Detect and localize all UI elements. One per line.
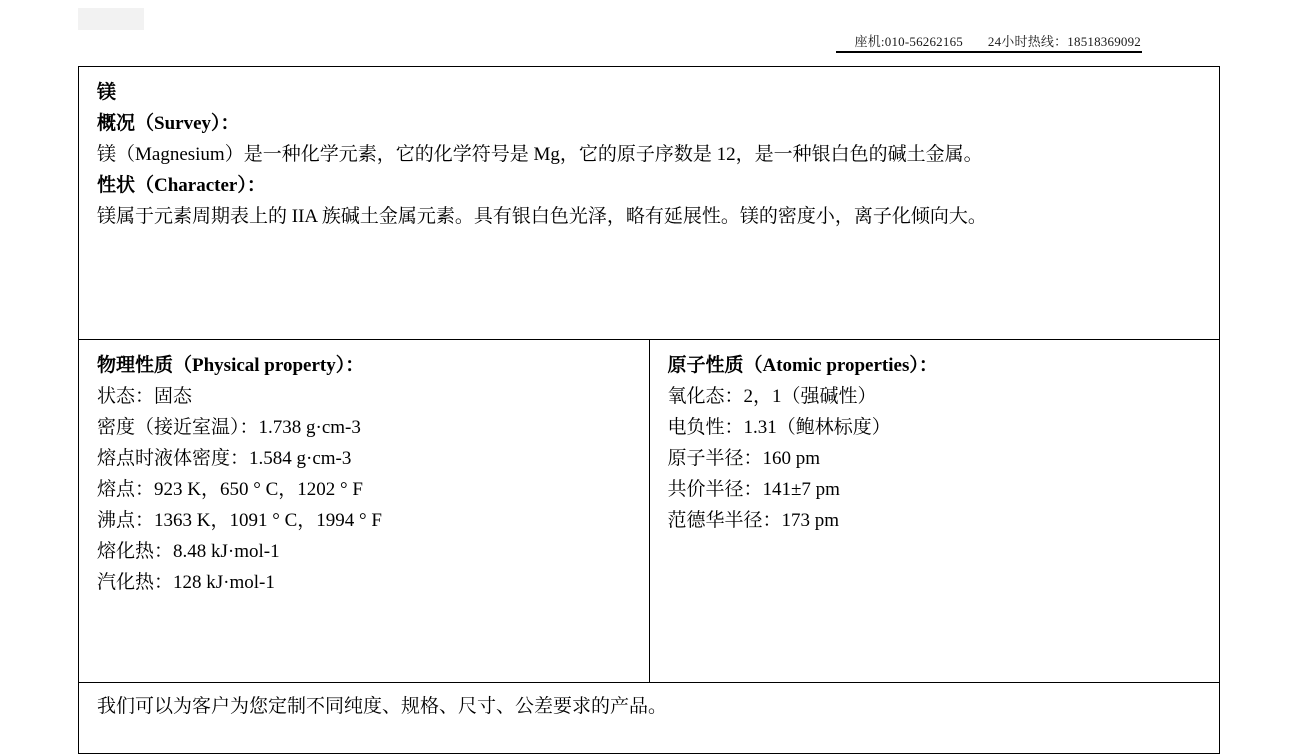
atomic-row-vdw-radius: 范德华半径：173 pm <box>667 510 840 531</box>
physical-property-cell <box>79 340 650 683</box>
physical-row-state: 状态：固态 <box>97 386 193 407</box>
hotline-label: 24小时热线：18518369092 <box>987 34 1141 49</box>
phone-label: 座机:010-56262165 <box>854 34 963 49</box>
element-spec-table <box>78 66 1220 754</box>
atomic-heading: 原子性质（Atomic properties）： <box>667 355 938 376</box>
character-heading: 性状（Character）： <box>97 175 266 196</box>
company-logo <box>78 8 144 30</box>
page-header <box>0 0 1300 60</box>
table-row <box>79 340 1220 683</box>
physical-row-heat-of-vaporization: 汽化热：128 kJ·mol-1 <box>97 572 275 593</box>
physical-row-heat-of-fusion: 熔化热：8.48 kJ·mol-1 <box>97 541 280 562</box>
customization-note-text: 我们可以为客户为您定制不同纯度、规格、尺寸、公差要求的产品。 <box>97 696 668 717</box>
contact-info <box>855 31 1141 50</box>
table-row <box>79 67 1220 340</box>
atomic-row-electronegativity: 电负性：1.31（鲍林标度） <box>667 417 891 438</box>
character-text: 镁属于元素周期表上的 IIA 族碱土金属元素。具有银白色光泽，略有延展性。镁的密度小，离子化倾向大。 <box>97 206 987 227</box>
table-row <box>79 683 1220 754</box>
customization-note-cell <box>79 683 1220 754</box>
intro-cell <box>79 67 1220 340</box>
physical-row-density: 密度（接近室温）：1.738 g·cm-3 <box>97 417 361 438</box>
atomic-row-atomic-radius: 原子半径：160 pm <box>667 448 821 469</box>
physical-row-liquid-density: 熔点时液体密度：1.584 g·cm-3 <box>97 448 352 469</box>
header-divider <box>836 51 1142 53</box>
atomic-property-cell <box>649 340 1220 683</box>
physical-heading: 物理性质（Physical property）： <box>97 355 365 376</box>
survey-text: 镁（Magnesium）是一种化学元素，它的化学符号是 Mg，它的原子序数是 12，是一种银白色的碱土金属。 <box>97 144 983 165</box>
physical-row-boiling-point: 沸点：1363 K，1091 ° C，1994 ° F <box>97 510 382 531</box>
element-title: 镁 <box>97 82 117 103</box>
physical-row-melting-point: 熔点：923 K，650 ° C，1202 ° F <box>97 479 363 500</box>
atomic-row-covalent-radius: 共价半径：141±7 pm <box>667 479 840 500</box>
atomic-row-oxidation-state: 氧化态：2，1（强碱性） <box>667 386 877 407</box>
survey-heading: 概况（Survey）： <box>97 113 240 134</box>
